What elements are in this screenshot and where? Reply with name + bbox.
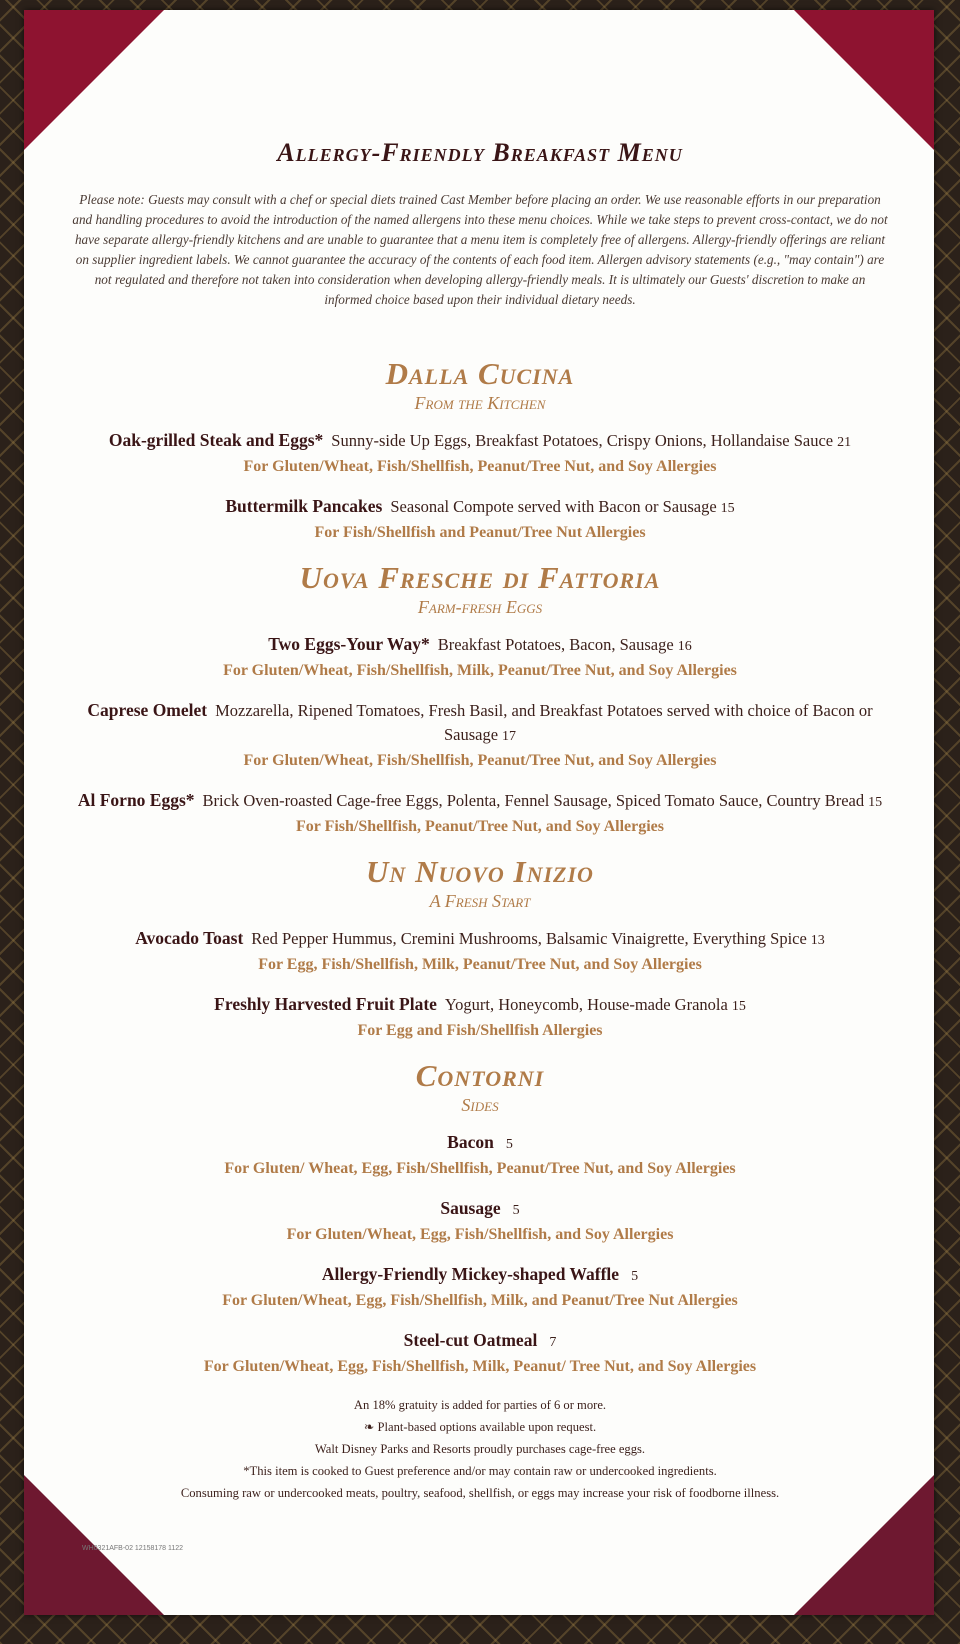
menu-item <box>60 1328 900 1378</box>
corner-top-right <box>794 10 934 150</box>
menu-item <box>60 788 900 838</box>
section-subtitle: A Fresh Start <box>429 891 531 911</box>
section-title: Contorni <box>415 1058 545 1093</box>
menu-item-allergy-note: For Egg, Fish/Shellfish, Milk, Peanut/Tree Nut, and Soy Allergies <box>258 956 702 973</box>
menu-item-price: 5 <box>512 1203 520 1218</box>
menu-item-name: Sausage <box>440 1198 501 1218</box>
section-title: Uova Fresche di Fattoria <box>299 560 661 595</box>
menu-item-line <box>60 632 900 659</box>
section-title: Un Nuovo Inizio <box>366 854 594 889</box>
menu-title: Allergy-Friendly Breakfast Menu <box>277 138 683 167</box>
menu-section <box>60 854 900 1042</box>
menu-footer <box>60 1394 900 1504</box>
menu-item-description: Mozzarella, Ripened Tomatoes, Fresh Basil, and Breakfast Potatoes served with choice of Bacon or Sausage <box>215 701 873 744</box>
menu-item-allergy-note: For Gluten/Wheat, Fish/Shellfish, Peanut/Tree Nut, and Soy Allergies <box>243 458 717 475</box>
menu-item-line <box>60 1196 900 1223</box>
menu-section <box>60 1058 900 1378</box>
menu-item-allergy-note: For Fish/Shellfish, Peanut/Tree Nut, and Soy Allergies <box>295 818 665 835</box>
corner-top-left <box>24 10 164 150</box>
menu-item-line <box>60 1130 900 1157</box>
menu-section <box>60 560 900 838</box>
menu-item-allergy-note: For Gluten/Wheat, Fish/Shellfish, Peanut/Tree Nut, and Soy Allergies <box>243 752 717 769</box>
menu-item-allergy-note: For Gluten/ Wheat, Egg, Fish/Shellfish, Peanut/Tree Nut, and Soy Allergies <box>224 1160 736 1177</box>
menu-item <box>60 992 900 1042</box>
menu-item-line <box>60 1328 900 1355</box>
menu-item-price: 16 <box>677 639 692 654</box>
menu-item-price: 13 <box>810 933 825 948</box>
menu-item <box>60 428 900 478</box>
menu-item <box>60 1196 900 1246</box>
menu-item-price: 5 <box>505 1137 513 1152</box>
menu-item-name: Avocado Toast <box>135 928 244 948</box>
menu-item-allergy-note: For Gluten/Wheat, Egg, Fish/Shellfish, and Soy Allergies <box>286 1226 674 1243</box>
menu-item-price: 17 <box>502 729 517 744</box>
menu-item-allergy-note: For Gluten/Wheat, Egg, Fish/Shellfish, Milk, and Peanut/Tree Nut Allergies <box>222 1292 738 1309</box>
menu-item-description: Red Pepper Hummus, Cremini Mushrooms, Balsamic Vinaigrette, Everything Spice <box>251 929 807 948</box>
section-title: Dalla Cucina <box>385 356 575 391</box>
menu-item-price: 15 <box>731 999 746 1014</box>
foodborne-illness-warning: Consuming raw or undercooked meats, poultry, seafood, shellfish, or eggs may increase your risk of foodborne illness. <box>180 1486 780 1500</box>
cooked-to-preference-note: *This item is cooked to Guest preference and/or may contain raw or undercooked ingredients. <box>243 1464 717 1478</box>
menu-item-description: Yogurt, Honeycomb, House-made Granola <box>444 995 728 1014</box>
gratuity-note: An 18% gratuity is added for parties of 6 or more. <box>353 1398 607 1412</box>
section-subtitle: Farm-fresh Eggs <box>417 597 543 617</box>
menu-item-price: 15 <box>720 501 735 516</box>
menu-item-line <box>60 698 900 749</box>
menu-item-name: Two Eggs-Your Way* <box>268 634 430 654</box>
menu-item <box>60 926 900 976</box>
menu-item-description: Seasonal Compote served with Bacon or Sausage <box>390 497 717 516</box>
menu-sections <box>60 356 900 1378</box>
menu-item-name: Bacon <box>447 1132 494 1152</box>
menu-item <box>60 1262 900 1312</box>
cage-free-note: Walt Disney Parks and Resorts proudly purchases cage-free eggs. <box>314 1442 646 1456</box>
section-subtitle: From the Kitchen <box>414 393 546 413</box>
section-subtitle: Sides <box>461 1095 499 1115</box>
menu-item-allergy-note: For Egg and Fish/Shellfish Allergies <box>357 1022 603 1039</box>
menu-item-line <box>60 1262 900 1289</box>
menu-item-name: Al Forno Eggs* <box>77 790 195 810</box>
menu-item <box>60 698 900 772</box>
menu-item-description: Brick Oven-roasted Cage-free Eggs, Polenta, Fennel Sausage, Spiced Tomato Sauce, Country Bread <box>202 791 865 810</box>
menu-item-line <box>60 494 900 521</box>
menu-item-price: 15 <box>868 795 883 810</box>
menu-item-name: Buttermilk Pancakes <box>225 496 383 516</box>
menu-item-allergy-note: For Fish/Shellfish and Peanut/Tree Nut Allergies <box>314 524 646 541</box>
menu-item <box>60 1130 900 1180</box>
menu-item <box>60 494 900 544</box>
menu-item-description: Sunny-side Up Eggs, Breakfast Potatoes, Crispy Onions, Hollandaise Sauce <box>331 431 834 450</box>
menu-item-allergy-note: For Gluten/Wheat, Fish/Shellfish, Milk, Peanut/Tree Nut, and Soy Allergies <box>223 662 737 679</box>
menu-item-name: Caprese Omelet <box>87 700 208 720</box>
menu-item-price: 21 <box>837 435 852 450</box>
menu-item-line <box>60 992 900 1019</box>
print-code: WH0321AFB-02 12158178 1122 <box>82 1545 184 1552</box>
menu-item-name: Oak-grilled Steak and Eggs* <box>108 430 324 450</box>
menu-content <box>60 138 900 1504</box>
menu-item-name: Freshly Harvested Fruit Plate <box>214 994 437 1014</box>
menu-item-line <box>60 428 900 455</box>
allergy-disclaimer: Please note: Guests may consult with a chef or special diets trained Cast Member before placing an order. We use reasonable efforts in our preparation and handling procedures to avoid the introduction of the named allergens into these menu choices. While we take steps to prevent cross-contact, we do not have separate allergy-friendly kitchens and are unable to guarantee that a menu item is completely free of allergens. Allergy-friendly offerings are reliant on supplier ingredient labels. We cannot guarantee the accuracy of the contents of each food item. Allergen advisory statements (e.g., "may contain") are not regulated and therefore not taken into consideration when developing allergy-friendly meals. It is ultimately our Guests' discretion to make an informed choice based upon their individual dietary needs. <box>72 192 888 307</box>
menu-item-description: Breakfast Potatoes, Bacon, Sausage <box>437 635 674 654</box>
menu-item-line <box>60 788 900 815</box>
menu-item-price: 5 <box>631 1269 639 1284</box>
menu-section <box>60 356 900 544</box>
menu-item-line <box>60 926 900 953</box>
menu-item-price: 7 <box>549 1335 557 1350</box>
plant-based-note: ❧ Plant-based options available upon request. <box>363 1420 597 1434</box>
menu-item <box>60 632 900 682</box>
menu-item-allergy-note: For Gluten/Wheat, Egg, Fish/Shellfish, Milk, Peanut/ Tree Nut, and Soy Allergies <box>203 1358 757 1375</box>
menu-item-name: Steel-cut Oatmeal <box>403 1330 538 1350</box>
menu-item-name: Allergy-Friendly Mickey-shaped Waffle <box>321 1264 620 1284</box>
